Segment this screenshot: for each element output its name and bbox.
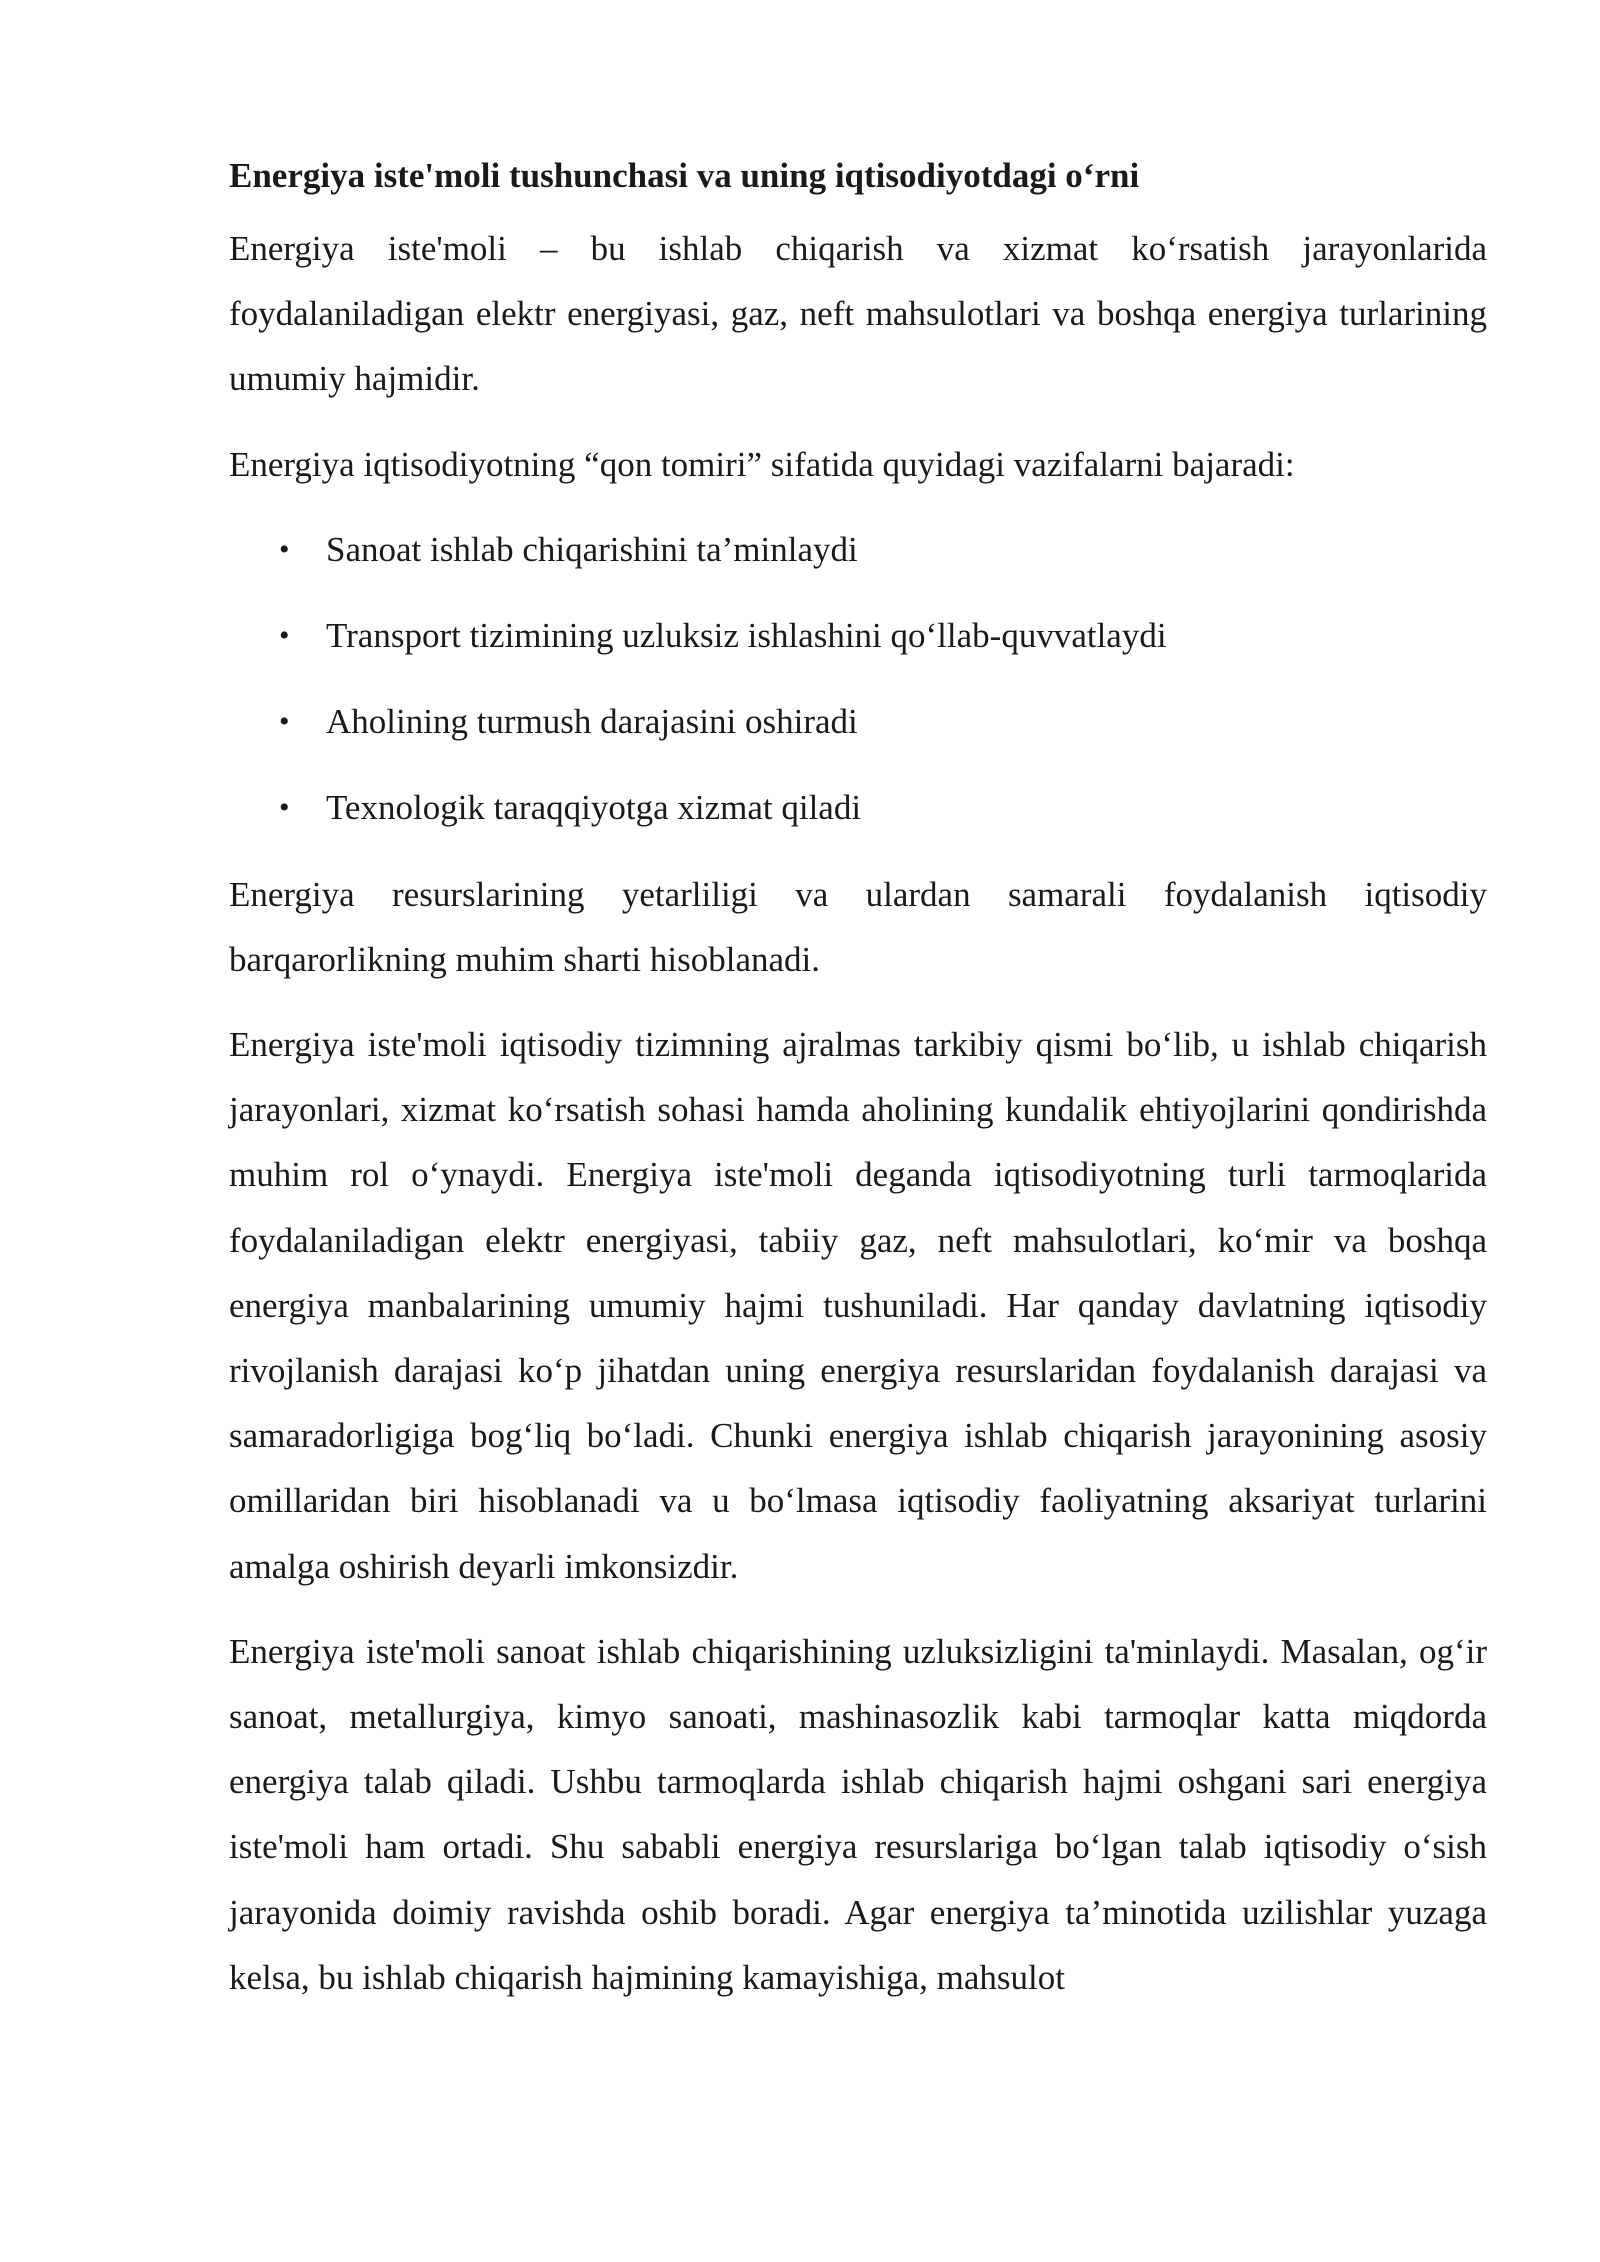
list-item: [229, 775, 1487, 840]
paragraph-sufficiency: Energiya resurslarining yetarliligi va ulardan samarali foydalanish iqtisodiy barqarorlikning muhim sharti hisoblanadi.: [229, 874, 1487, 979]
list-item-text: Texnologik taraqqiyotga xizmat qiladi: [326, 788, 862, 828]
paragraph-definition: Energiya iste'moli – bu ishlab chiqarish va xizmat ko‘rsatish jarayonlarida foydalaniladigan elektr energiyasi, gaz, neft mahsulotlari va boshqa energiya turlarining umumiy hajmidir.: [229, 229, 1487, 399]
list-item: [229, 603, 1487, 668]
list-item: [229, 689, 1487, 754]
list-item-text: Transport tizimining uzluksiz ishlashini qo‘llab-quvvatlaydi: [326, 616, 1167, 656]
bullet-icon: •: [279, 705, 290, 739]
paragraph-economic-role: Energiya iste'moli iqtisodiy tizimning ajralmas tarkibiy qismi bo‘lib, u ishlab chiqarish jarayonlari, xizmat ko‘rsatish sohasi hamda aholining kundalik ehtiyojlarini qondirishda muhim rol o‘ynaydi. Energiya iste'moli deganda iqtisodiyotning turli tarmoqlarida foydalaniladigan elektr energiyasi, tabiiy gaz, neft mahsulotlari, ko‘mir va boshqa energiya manbalarining umumiy hajmi tushuniladi. Har qanday davlatning iqtisodiy rivojlanish darajasi ko‘p jihatdan uning energiya resurslaridan foydalanish darajasi va samaradorligiga bog‘liq bo‘ladi. Chunki energiya ishlab chiqarish jarayonining asosiy omillaridan biri hisoblanadi va u bo‘lmasa iqtisodiy faoliyatning aksariyat turlarini amalga oshirish deyarli imkonsizdir.: [229, 1025, 1487, 1586]
list-item-text: Sanoat ishlab chiqarishini ta’minlaydi: [326, 529, 858, 569]
functions-list: [229, 517, 1487, 841]
bullet-icon: •: [279, 619, 290, 653]
list-item: [229, 517, 1487, 582]
document-heading: Energiya iste'moli tushunchasi va uning iqtisodiyotdagi o‘rni: [229, 156, 1140, 195]
paragraph-industrial-consumption: Energiya iste'moli sanoat ishlab chiqarishining uzluksizligini ta'minlaydi. Masalan, og‘ir sanoat, metallurgiya, kimyo sanoati, mashinasozlik kabi tarmoqlar katta miqdorda energiya talab qiladi. Ushbu tarmoqlarda ishlab chiqarish hajmi oshgani sari energiya iste'moli ham ortadi. Shu sababli energiya resurslariga bo‘lgan talab iqtisodiy o‘sish jarayonida doimiy ravishda oshib boradi. Agar energiya ta’minotida uzilishlar yuzaga kelsa, bu ishlab chiqarish hajmining kamayishiga, mahsulot: [229, 1631, 1487, 1997]
document-page: [229, 150, 1487, 2030]
paragraph-functions-intro: Energiya iqtisodiyotning “qon tomiri” sifatida quyidagi vazifalarni bajaradi:: [229, 444, 1295, 484]
bullet-icon: •: [279, 532, 290, 566]
bullet-icon: •: [279, 791, 290, 825]
list-item-text: Aholining turmush darajasini oshiradi: [326, 702, 858, 742]
